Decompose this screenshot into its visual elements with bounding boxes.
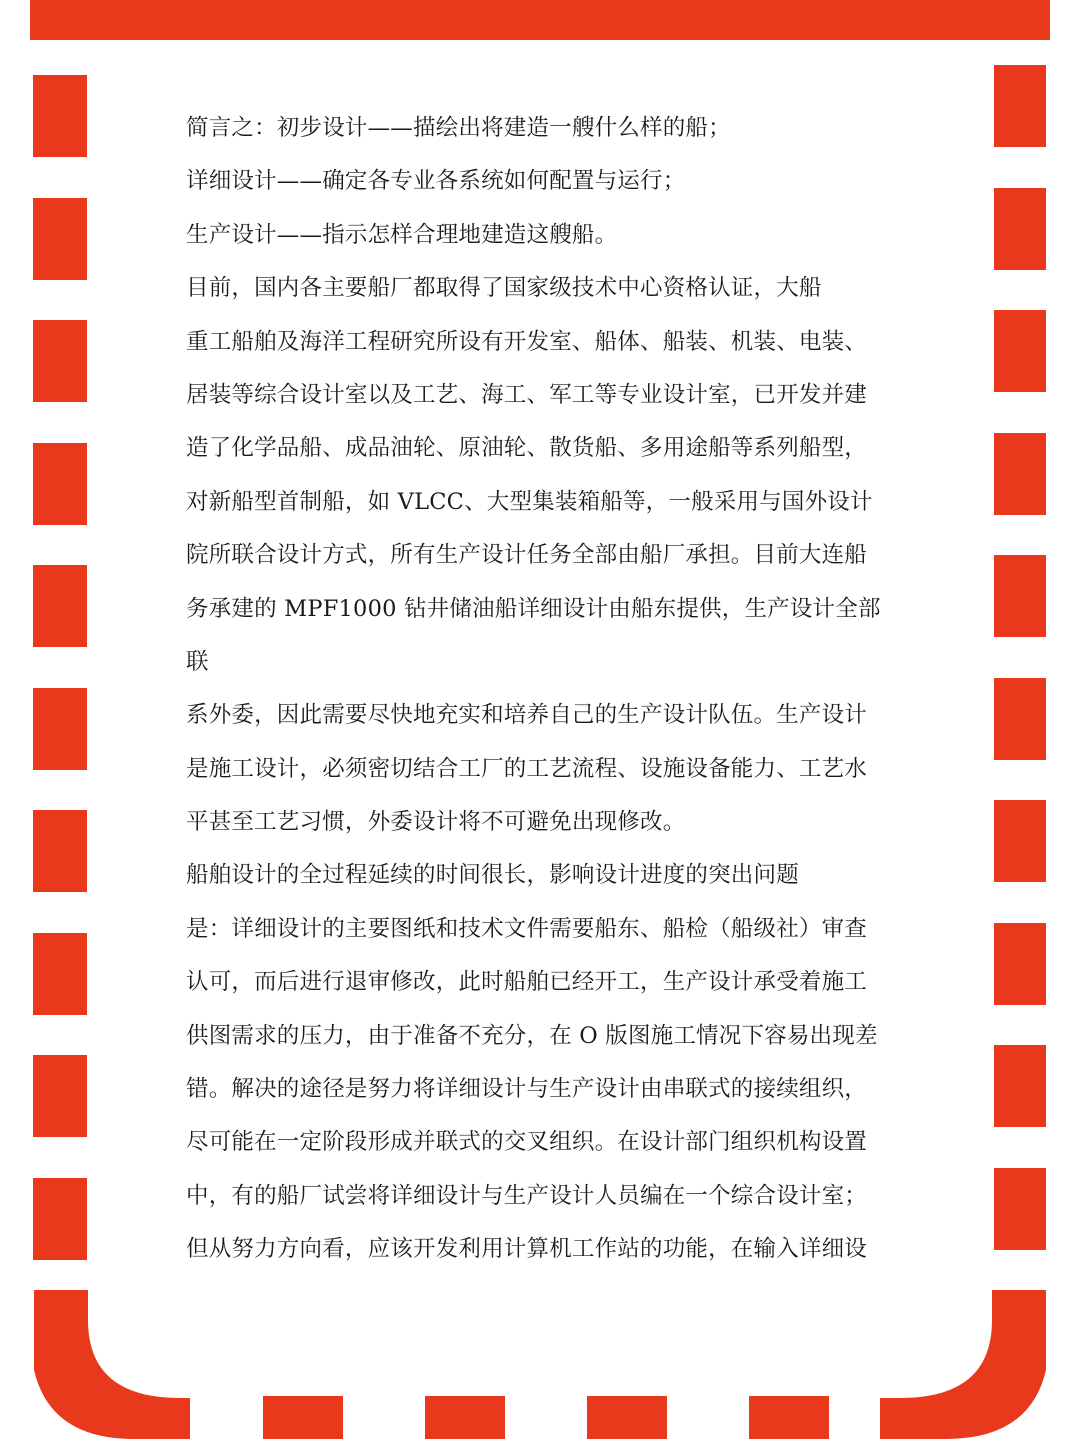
right-border-dash	[994, 433, 1046, 515]
right-border-dash	[994, 188, 1046, 270]
left-border-dash	[33, 198, 87, 280]
bottom-border-dash	[587, 1396, 667, 1439]
left-border-dash	[33, 810, 87, 892]
right-border-dash	[994, 678, 1046, 760]
right-border-dash	[994, 65, 1046, 147]
text-line: 生产设计——指示怎样合理地建造这艘船。	[186, 221, 618, 248]
text-line: 务承建的 MPF1000 钻井储油船详细设计由船东提供，生产设计全部	[186, 595, 881, 622]
text-line: 认可，而后进行退审修改，此时船舶已经开工，生产设计承受着施工	[186, 969, 868, 996]
right-border-dash	[994, 1168, 1046, 1250]
text-line: 联	[186, 648, 209, 675]
left-border-dash	[33, 688, 87, 770]
text-line: 系外委，因此需要尽快地充实和培养自己的生产设计队伍。生产设计	[186, 702, 868, 729]
bottom-border-dash	[425, 1396, 505, 1439]
text-line: 对新船型首制船，如 VLCC、大型集装箱船等，一般采用与国外设计	[186, 488, 873, 515]
text-line: 供图需求的压力，由于准备不充分，在 O 版图施工情况下容易出现差	[186, 1022, 878, 1049]
left-border-dash	[33, 565, 87, 647]
right-border-dash	[994, 310, 1046, 392]
text-line: 是施工设计，必须密切结合工厂的工艺流程、设施设备能力、工艺水	[186, 755, 868, 782]
bottom-right-corner	[880, 1290, 1050, 1439]
left-border-dash	[33, 1055, 87, 1137]
left-border-dash	[33, 1178, 87, 1260]
document-body	[186, 102, 916, 1277]
text-line: 居装等综合设计室以及工艺、海工、军工等专业设计室，已开发并建	[186, 381, 868, 408]
text-line: 重工船舶及海洋工程研究所设有开发室、船体、船装、机装、电装、	[186, 328, 868, 355]
text-line: 但从努力方向看，应该开发利用计算机工作站的功能，在输入详细设	[186, 1236, 868, 1263]
text-line: 错。解决的途径是努力将详细设计与生产设计由串联式的接续组织，	[186, 1076, 868, 1103]
right-border-dash	[994, 1045, 1046, 1127]
text-line: 院所联合设计方式，所有生产设计任务全部由船厂承担。目前大连船	[186, 542, 868, 569]
bottom-border-dash	[749, 1396, 829, 1439]
text-line: 是：详细设计的主要图纸和技术文件需要船东、船检（船级社）审查	[186, 915, 868, 942]
text-line: 中，有的船厂试尝将详细设计与生产设计人员编在一个综合设计室；	[186, 1182, 868, 1209]
right-border-dash	[994, 555, 1046, 637]
left-border-dash	[33, 933, 87, 1015]
bottom-border-dash	[263, 1396, 343, 1439]
left-border-dash	[33, 75, 87, 157]
text-line: 造了化学品船、成品油轮、原油轮、散货船、多用途船等系列船型，	[186, 435, 868, 462]
text-line: 船舶设计的全过程延续的时间很长，影响设计进度的突出问题	[186, 862, 799, 889]
top-border-bar	[30, 0, 1050, 40]
left-border-dash	[33, 320, 87, 402]
text-line: 简言之：初步设计——描绘出将建造一艘什么样的船；	[186, 115, 731, 141]
text-line: 目前，国内各主要船厂都取得了国家级技术中心资格认证，大船	[186, 275, 822, 302]
text-line: 详细设计——确定各专业各系统如何配置与运行；	[186, 168, 686, 195]
left-border-dash	[33, 443, 87, 525]
right-border-dash	[994, 800, 1046, 882]
text-line: 平甚至工艺习惯，外委设计将不可避免出现修改。	[186, 809, 686, 836]
bottom-left-corner	[30, 1290, 190, 1439]
text-line: 尽可能在一定阶段形成并联式的交叉组织。在设计部门组织机构设置	[186, 1129, 868, 1156]
right-border-dash	[994, 923, 1046, 1005]
